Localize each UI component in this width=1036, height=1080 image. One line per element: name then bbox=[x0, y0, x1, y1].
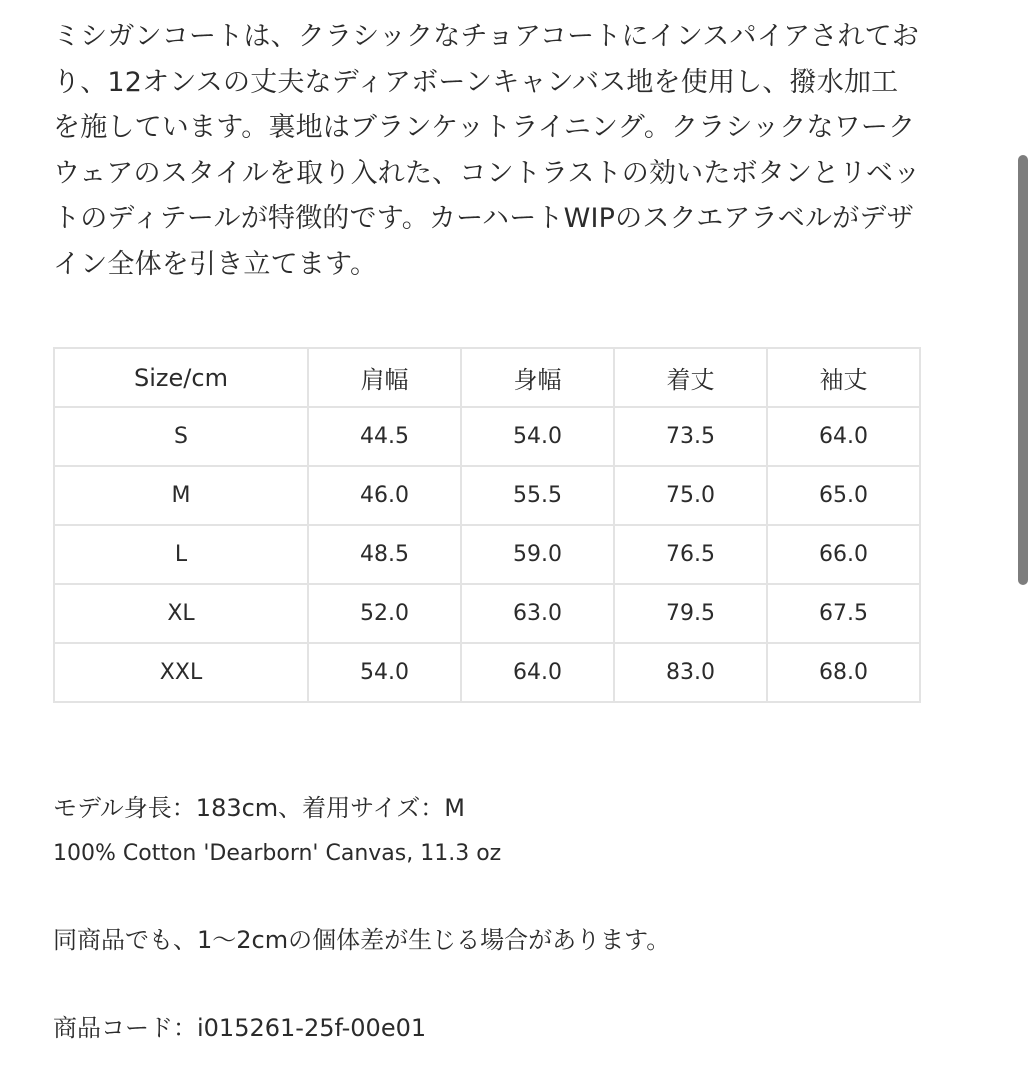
table-cell-size: XXL bbox=[54, 643, 308, 702]
size-table-header-row bbox=[54, 348, 920, 407]
table-cell: 44.5 bbox=[308, 407, 461, 466]
table-cell: 65.0 bbox=[767, 466, 920, 525]
table-row bbox=[54, 584, 920, 643]
table-cell: 63.0 bbox=[461, 584, 614, 643]
model-size-note: モデル身長：183cm、着用サイズ：M bbox=[53, 794, 465, 822]
product-description-section bbox=[53, 14, 923, 287]
header-shoulder: 肩幅 bbox=[308, 348, 461, 407]
table-cell: 73.5 bbox=[614, 407, 767, 466]
table-cell-size: S bbox=[54, 407, 308, 466]
table-cell: 46.0 bbox=[308, 466, 461, 525]
table-cell: 67.5 bbox=[767, 584, 920, 643]
table-cell: 83.0 bbox=[614, 643, 767, 702]
table-cell: 48.5 bbox=[308, 525, 461, 584]
table-cell: 75.0 bbox=[614, 466, 767, 525]
product-description: ミシガンコートは、クラシックなチョアコートにインスパイアされており、12オンスの丈夫なディアボーンキャンバス地を使用し、撥水加工を施しています。裏地はブランケットライニング。クラシックなワークウェアのスタイルを取り入れた、コントラストの効いたボタンとリベットのディテールが特徴的です。カーハートWIPのスクエアラベルがデザイン全体を引き立てます。 bbox=[53, 21, 921, 280]
product-code: 商品コード：i015261-25f-00e01 bbox=[53, 1014, 427, 1042]
table-cell: 64.0 bbox=[767, 407, 920, 466]
table-cell-size: L bbox=[54, 525, 308, 584]
header-length: 着丈 bbox=[614, 348, 767, 407]
header-sleeve: 袖丈 bbox=[767, 348, 920, 407]
table-cell: 55.5 bbox=[461, 466, 614, 525]
table-row bbox=[54, 407, 920, 466]
size-chart-table bbox=[53, 347, 921, 703]
table-row bbox=[54, 643, 920, 702]
material-note: 100% Cotton 'Dearborn' Canvas, 11.3 oz bbox=[53, 841, 502, 866]
table-cell: 68.0 bbox=[767, 643, 920, 702]
vertical-scrollbar[interactable] bbox=[1018, 0, 1028, 1080]
table-cell: 59.0 bbox=[461, 525, 614, 584]
table-cell: 52.0 bbox=[308, 584, 461, 643]
table-cell: 54.0 bbox=[461, 407, 614, 466]
table-cell: 66.0 bbox=[767, 525, 920, 584]
table-row bbox=[54, 466, 920, 525]
header-chest: 身幅 bbox=[461, 348, 614, 407]
table-cell-size: XL bbox=[54, 584, 308, 643]
table-row bbox=[54, 525, 920, 584]
table-cell: 76.5 bbox=[614, 525, 767, 584]
header-size: Size/cm bbox=[54, 348, 308, 407]
size-variance-note: 同商品でも、1〜2cmの個体差が生じる場合があります。 bbox=[53, 926, 671, 954]
table-cell: 54.0 bbox=[308, 643, 461, 702]
scrollbar-thumb[interactable] bbox=[1018, 155, 1028, 585]
table-cell: 79.5 bbox=[614, 584, 767, 643]
table-cell-size: M bbox=[54, 466, 308, 525]
table-cell: 64.0 bbox=[461, 643, 614, 702]
